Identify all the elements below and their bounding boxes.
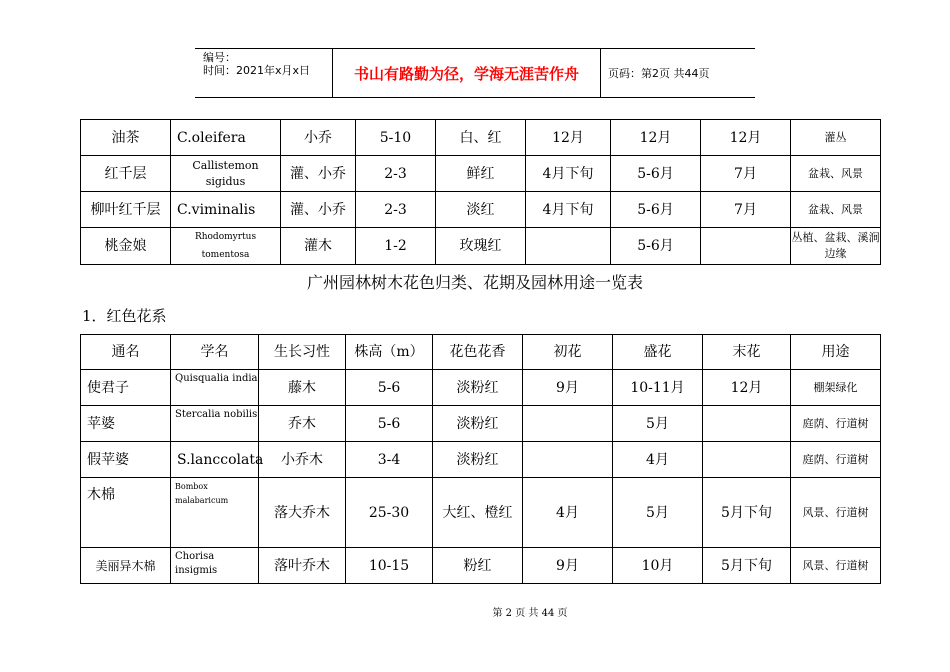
header-last-bloom: 末花 bbox=[703, 335, 791, 370]
height-cell: 5-6 bbox=[346, 370, 433, 406]
scientific-name-cell: S.lanccolata bbox=[171, 442, 259, 478]
peak-bloom-cell: 10-11月 bbox=[613, 370, 703, 406]
peak-bloom-cell: 5月 bbox=[613, 478, 703, 548]
first-bloom-cell bbox=[526, 228, 611, 265]
header-height: 株高（m） bbox=[346, 335, 433, 370]
common-name-cell: 红千层 bbox=[81, 156, 171, 192]
flower-color-cell: 淡粉红 bbox=[433, 442, 523, 478]
common-name-cell: 桃金娘 bbox=[81, 228, 171, 265]
red-flower-table bbox=[80, 334, 881, 584]
common-name-cell: 苹婆 bbox=[81, 406, 171, 442]
last-bloom-cell: 7月 bbox=[701, 156, 791, 192]
use-cell: 盆栽、风景 bbox=[791, 156, 881, 192]
last-bloom-cell bbox=[701, 228, 791, 265]
use-cell: 庭荫、行道树 bbox=[791, 406, 881, 442]
scientific-name-cell: Callistemon sigidus bbox=[171, 156, 281, 192]
flower-color-cell: 鲜红 bbox=[436, 156, 526, 192]
peak-bloom-cell: 10月 bbox=[613, 548, 703, 584]
scientific-name-cell: Quisqualia india bbox=[171, 370, 259, 406]
table-row bbox=[81, 406, 881, 442]
height-cell: 1-2 bbox=[356, 228, 436, 265]
header-common-name: 通名 bbox=[81, 335, 171, 370]
table-row bbox=[81, 228, 881, 265]
flower-color-cell: 淡粉红 bbox=[433, 370, 523, 406]
use-cell: 棚架绿化 bbox=[791, 370, 881, 406]
header-first-bloom: 初花 bbox=[523, 335, 613, 370]
header-habit: 生长习性 bbox=[259, 335, 346, 370]
flower-color-cell: 淡红 bbox=[436, 192, 526, 228]
scientific-name-cell: Bombox malabaricum bbox=[171, 478, 259, 548]
height-cell: 3-4 bbox=[346, 442, 433, 478]
flower-color-cell: 大红、橙红 bbox=[433, 478, 523, 548]
first-bloom-cell: 4月下旬 bbox=[526, 192, 611, 228]
first-bloom-cell: 12月 bbox=[526, 120, 611, 156]
habit-cell: 灌木 bbox=[281, 228, 356, 265]
peak-bloom-cell: 12月 bbox=[611, 120, 701, 156]
table-row bbox=[81, 478, 881, 548]
common-name-cell: 使君子 bbox=[81, 370, 171, 406]
habit-cell: 小乔木 bbox=[259, 442, 346, 478]
habit-cell: 落叶乔木 bbox=[259, 548, 346, 584]
header-motto: 书山有路勤为径，学海无涯苦作舟 bbox=[333, 49, 601, 97]
table-row bbox=[81, 120, 881, 156]
common-name-cell: 木棉 bbox=[81, 478, 171, 548]
number-label: 编号： bbox=[203, 51, 236, 64]
plant-table-continued bbox=[80, 119, 881, 265]
last-bloom-cell: 7月 bbox=[701, 192, 791, 228]
table-row bbox=[81, 442, 881, 478]
section-heading: 1．红色花系 bbox=[82, 307, 167, 325]
scientific-name-cell: C.oleifera bbox=[171, 120, 281, 156]
header-scientific-name: 学名 bbox=[171, 335, 259, 370]
last-bloom-cell bbox=[703, 442, 791, 478]
first-bloom-cell bbox=[523, 442, 613, 478]
table-row bbox=[81, 370, 881, 406]
peak-bloom-cell: 5-6月 bbox=[611, 156, 701, 192]
use-cell: 丛植、盆栽、溪涧边缘 bbox=[791, 228, 881, 265]
table-row bbox=[81, 192, 881, 228]
height-cell: 10-15 bbox=[346, 548, 433, 584]
use-cell: 风景、行道树 bbox=[791, 548, 881, 584]
last-bloom-cell bbox=[703, 406, 791, 442]
habit-cell: 藤木 bbox=[259, 370, 346, 406]
height-cell: 5-6 bbox=[346, 406, 433, 442]
document-title: 广州园林树木花色归类、花期及园林用途一览表 bbox=[306, 273, 643, 292]
habit-cell: 灌、小乔 bbox=[281, 156, 356, 192]
first-bloom-cell bbox=[523, 406, 613, 442]
last-bloom-cell: 12月 bbox=[703, 370, 791, 406]
height-cell: 5-10 bbox=[356, 120, 436, 156]
scientific-name-cell: Stercalia nobilis bbox=[171, 406, 259, 442]
flower-color-cell: 玫瑰红 bbox=[436, 228, 526, 265]
peak-bloom-cell: 5-6月 bbox=[611, 228, 701, 265]
scientific-name-cell: C.viminalis bbox=[171, 192, 281, 228]
last-bloom-cell: 5月下旬 bbox=[703, 478, 791, 548]
flower-color-cell: 淡粉红 bbox=[433, 406, 523, 442]
header-page-label: 页码：第2页 共44页 bbox=[608, 67, 710, 80]
first-bloom-cell: 9月 bbox=[523, 548, 613, 584]
table-row bbox=[81, 548, 881, 584]
time-label: 时间：2021年x月x日 bbox=[203, 64, 311, 77]
common-name-cell: 假苹婆 bbox=[81, 442, 171, 478]
header-peak-bloom: 盛花 bbox=[613, 335, 703, 370]
habit-cell: 小乔 bbox=[281, 120, 356, 156]
header-meta-cell bbox=[195, 49, 333, 97]
use-cell: 灌丛 bbox=[791, 120, 881, 156]
scientific-name-cell: Rhodomyrtus tomentosa bbox=[171, 228, 281, 265]
table-row bbox=[81, 156, 881, 192]
peak-bloom-cell: 4月 bbox=[613, 442, 703, 478]
use-cell: 风景、行道树 bbox=[791, 478, 881, 548]
flower-color-cell: 粉红 bbox=[433, 548, 523, 584]
table-header-row bbox=[81, 335, 881, 370]
habit-cell: 乔木 bbox=[259, 406, 346, 442]
last-bloom-cell: 12月 bbox=[701, 120, 791, 156]
height-cell: 25-30 bbox=[346, 478, 433, 548]
common-name-cell: 美丽异木棉 bbox=[81, 548, 171, 584]
use-cell: 盆栽、风景 bbox=[791, 192, 881, 228]
header-use: 用途 bbox=[791, 335, 881, 370]
peak-bloom-cell: 5月 bbox=[613, 406, 703, 442]
first-bloom-cell: 4月下旬 bbox=[526, 156, 611, 192]
last-bloom-cell: 5月下旬 bbox=[703, 548, 791, 584]
height-cell: 2-3 bbox=[356, 192, 436, 228]
habit-cell: 落大乔木 bbox=[259, 478, 346, 548]
height-cell: 2-3 bbox=[356, 156, 436, 192]
header-flower-color: 花色花香 bbox=[433, 335, 523, 370]
first-bloom-cell: 9月 bbox=[523, 370, 613, 406]
scientific-name-cell: Chorisa insigmis bbox=[171, 548, 259, 584]
use-cell: 庭荫、行道树 bbox=[791, 442, 881, 478]
page-footer: 第 2 页 共 44 页 bbox=[492, 608, 568, 619]
habit-cell: 灌、小乔 bbox=[281, 192, 356, 228]
page-header bbox=[195, 48, 755, 98]
first-bloom-cell: 4月 bbox=[523, 478, 613, 548]
peak-bloom-cell: 5-6月 bbox=[611, 192, 701, 228]
flower-color-cell: 白、红 bbox=[436, 120, 526, 156]
common-name-cell: 油茶 bbox=[81, 120, 171, 156]
common-name-cell: 柳叶红千层 bbox=[81, 192, 171, 228]
